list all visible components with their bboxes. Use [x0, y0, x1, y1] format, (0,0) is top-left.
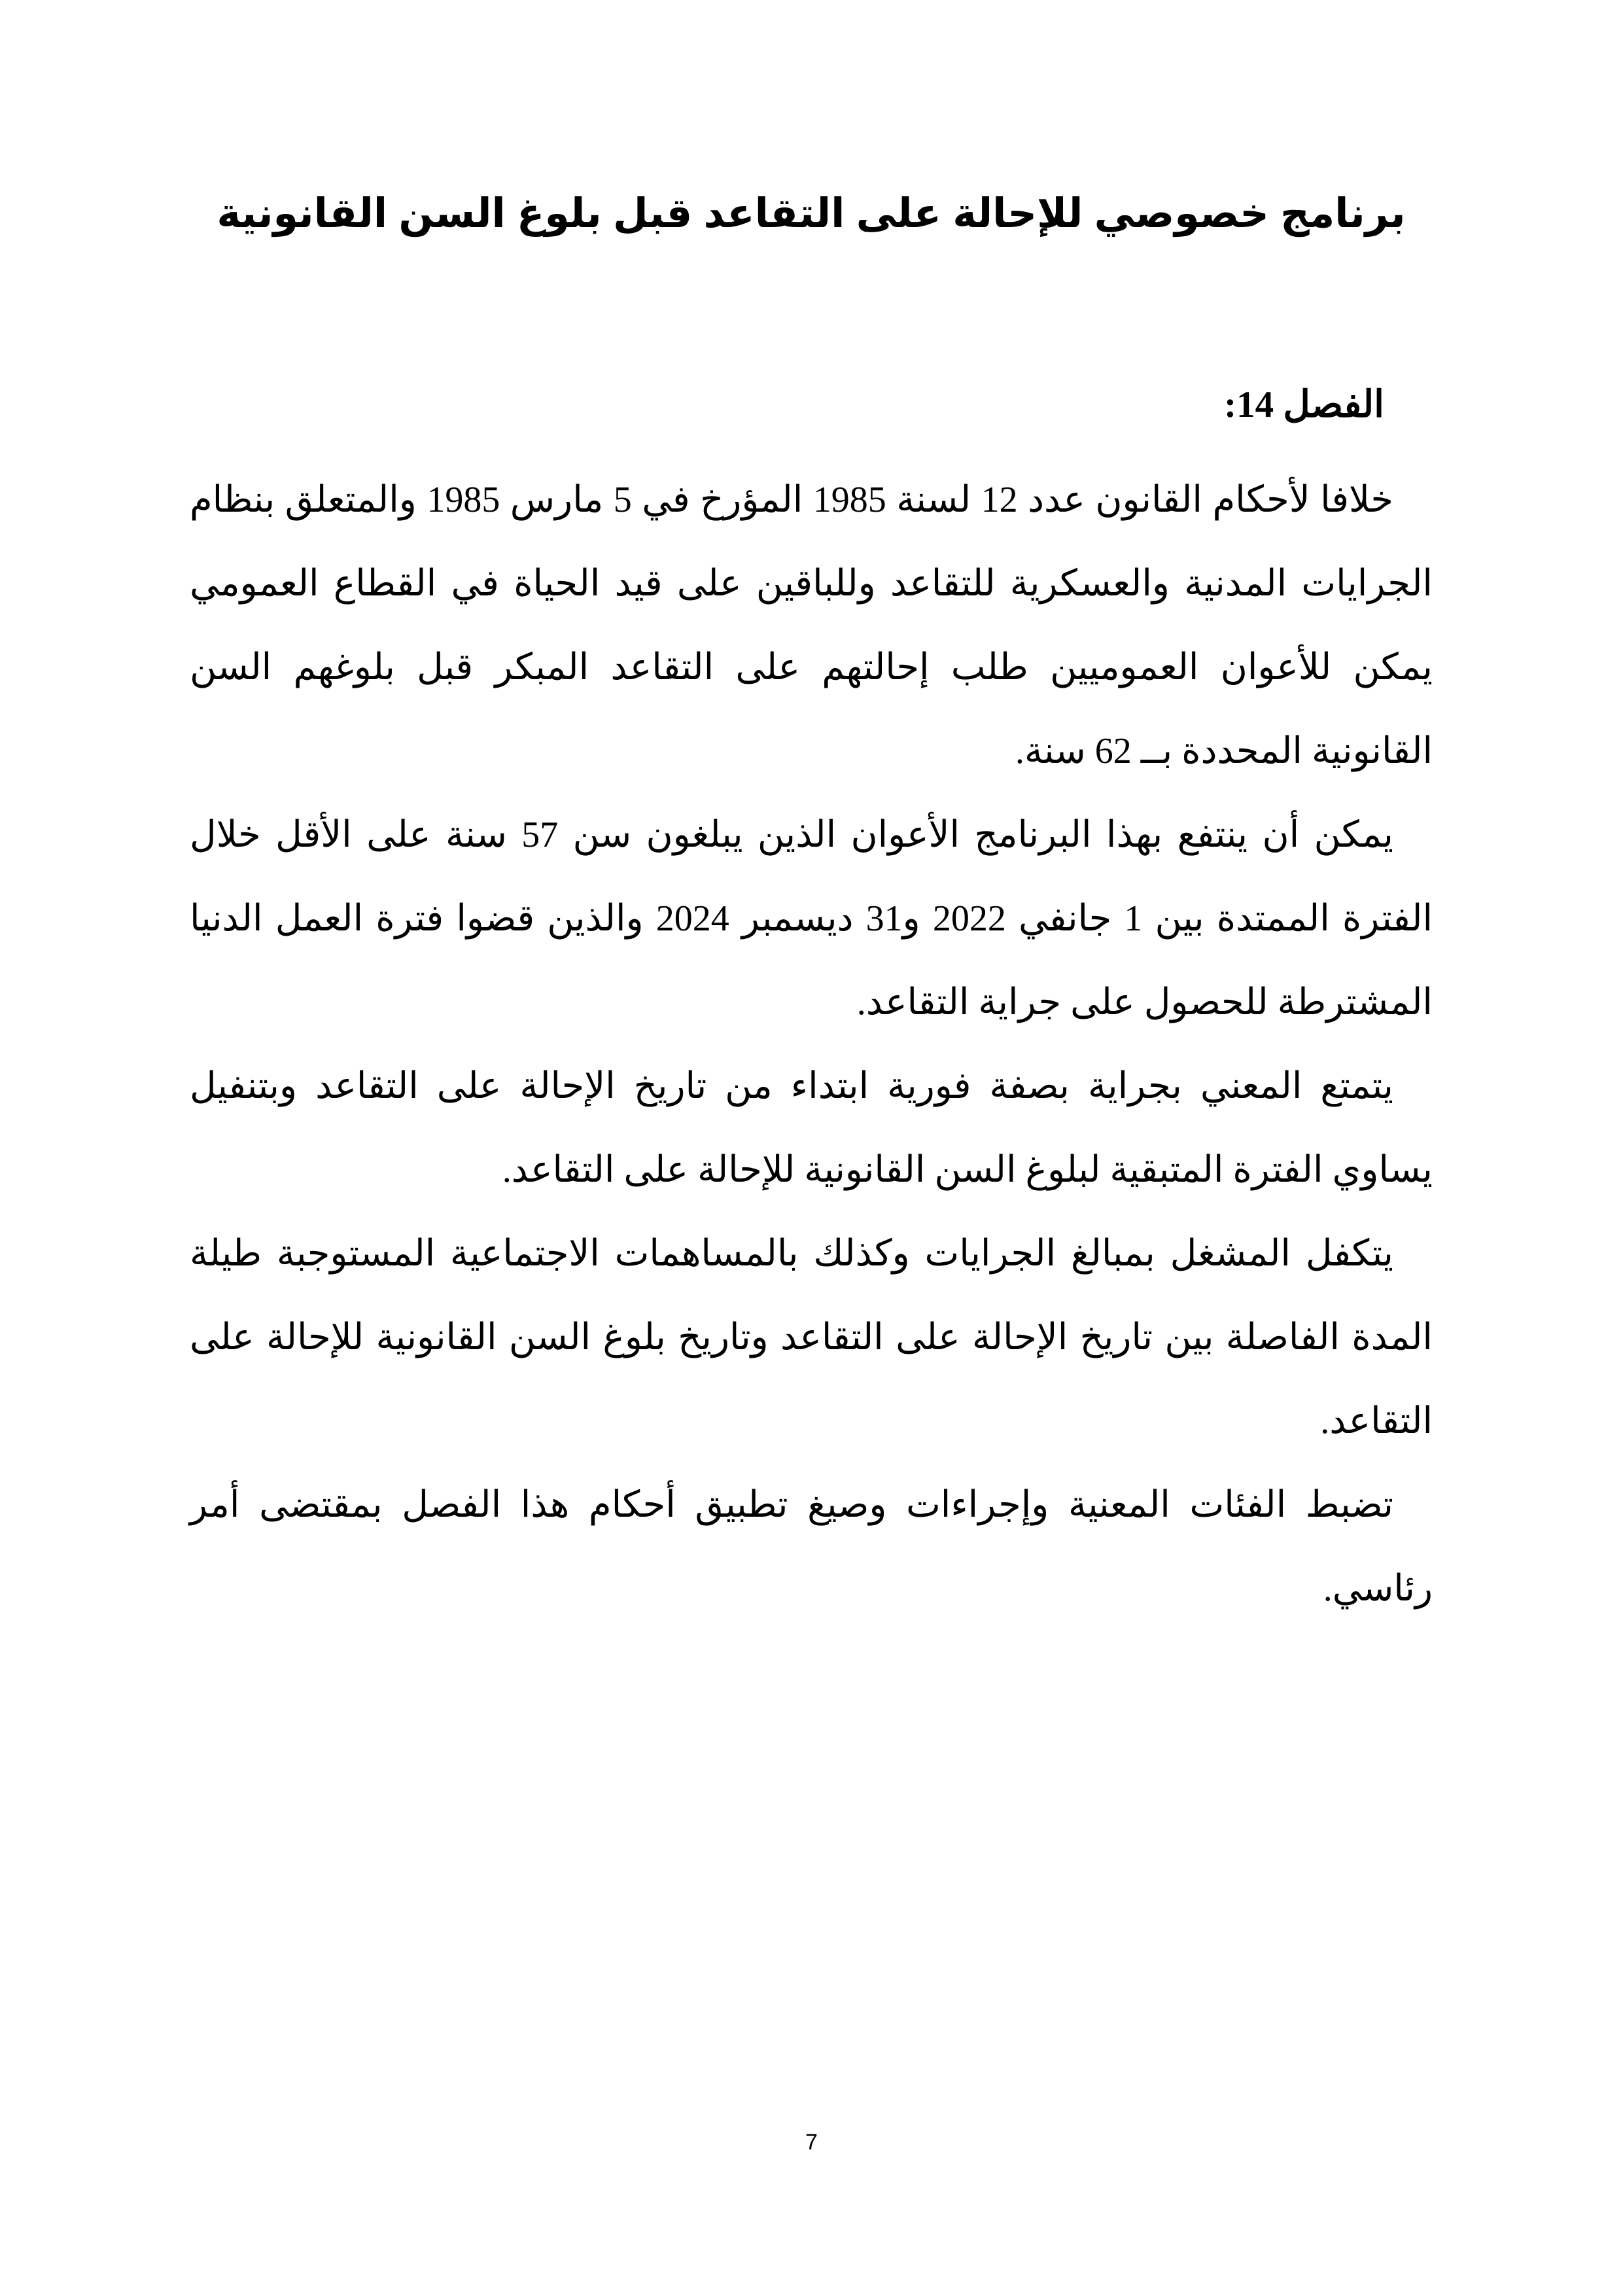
article-heading: الفصل 14: — [1224, 384, 1384, 425]
article-body — [190, 458, 1433, 1631]
paragraph: خلافا لأحكام القانون عدد 12 لسنة 1985 المؤرخ في 5 مارس 1985 والمتعلق بنظام الجرايات المدنية والعسكرية للتقاعد وللباقين على قيد الحياة في القطاع العمومي يمكن للأعوان العموميين طلب إحالتهم على التقاعد المبكر قبل بلوغهم السن القانونية المحددة بــ 62 سنة. — [190, 480, 1433, 771]
page-number: 7 — [805, 2130, 818, 2155]
paragraph: يمكن أن ينتفع بهذا البرنامج الأعوان الذين يبلغون سن 57 سنة على الأقل خلال الفترة الممتدة بين 1 جانفي 2022 و31 ديسمبر 2024 والذين قضوا فترة العمل الدنيا المشترطة للحصول على جراية التقاعد. — [190, 815, 1433, 1023]
paragraph: تضبط الفئات المعنية وإجراءات وصيغ تطبيق أحكام هذا الفصل بمقتضى أمر رئاسي. — [190, 1485, 1433, 1609]
paragraph: يتكفل المشغل بمبالغ الجرايات وكذلك بالمساهمات الاجتماعية المستوجبة طيلة المدة الفاصلة بين تاريخ الإحالة على التقاعد وتاريخ بلوغ السن القانونية للإحالة على التقاعد. — [190, 1233, 1433, 1441]
document-title: برنامج خصوصي للإحالة على التقاعد قبل بلوغ السن القانونية — [217, 191, 1406, 236]
paragraph: يتمتع المعني بجراية بصفة فورية ابتداء من تاريخ الإحالة على التقاعد وبتنفيل يساوي الفترة المتبقية لبلوغ السن القانونية للإحالة على التقاعد. — [190, 1066, 1433, 1190]
